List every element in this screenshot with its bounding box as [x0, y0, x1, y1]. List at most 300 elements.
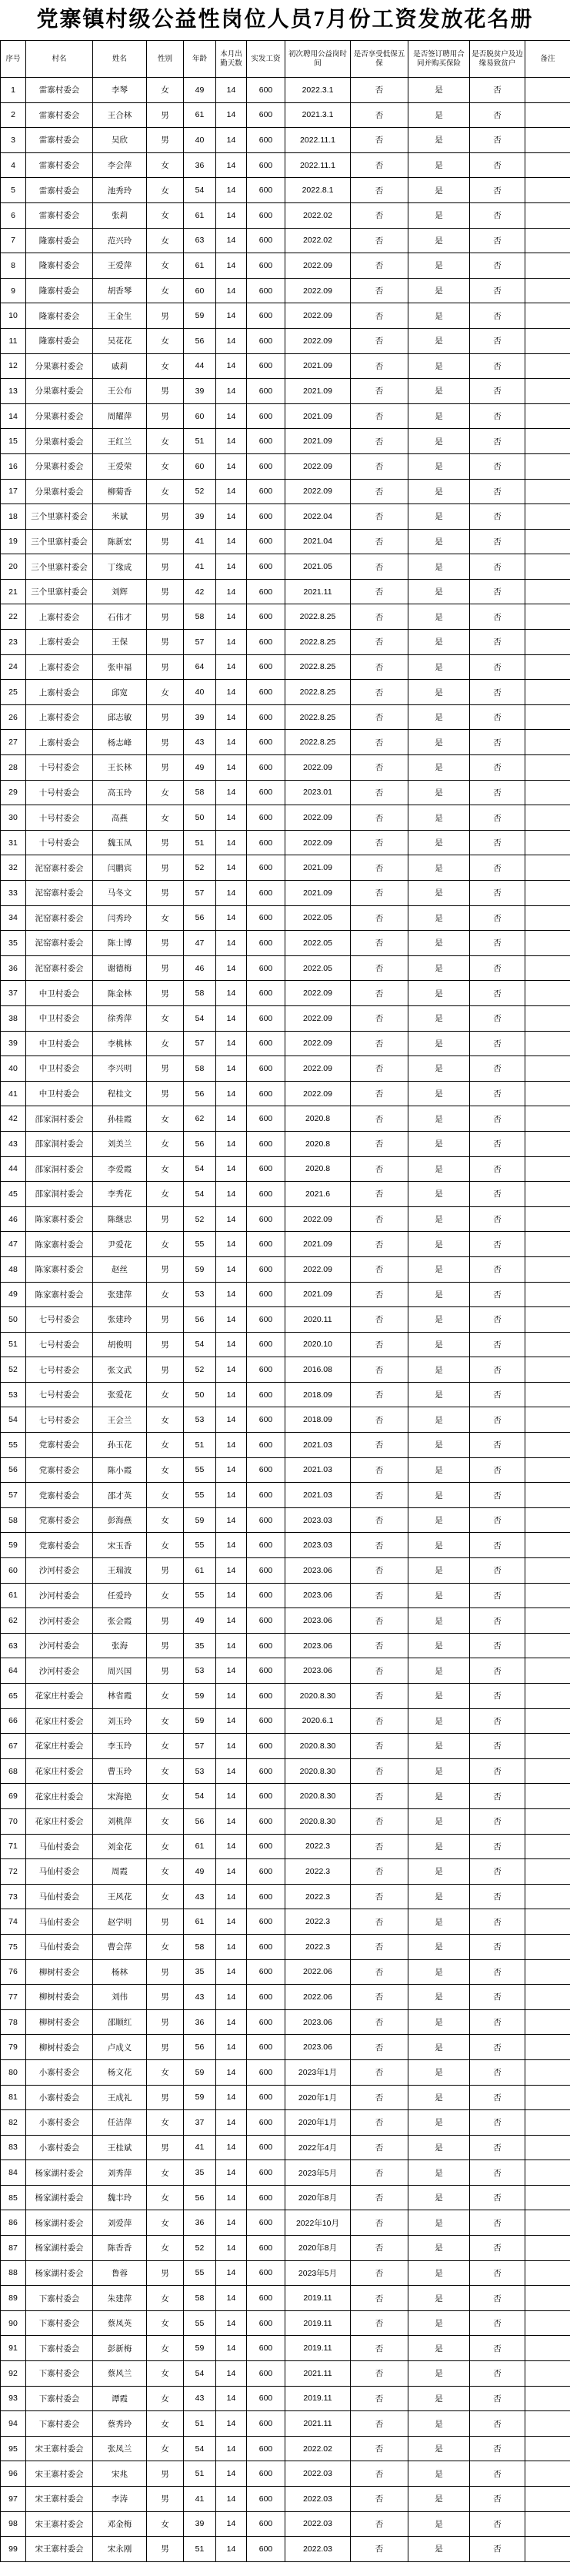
table-row — [1, 579, 570, 604]
cell-poverty: 否 — [470, 1909, 525, 1935]
cell-days: 14 — [216, 2260, 247, 2286]
table-row — [1, 102, 570, 128]
cell-salary: 600 — [247, 152, 285, 178]
cell-salary: 600 — [247, 981, 285, 1006]
cell-name: 刘爱萍 — [93, 2210, 147, 2236]
cell-seq: 47 — [1, 1232, 26, 1257]
table-row — [1, 2110, 570, 2136]
table-row — [1, 253, 570, 279]
cell-poverty: 否 — [470, 2059, 525, 2085]
cell-seq: 91 — [1, 2336, 26, 2361]
cell-hire-date: 2020.6.1 — [285, 1708, 351, 1734]
cell-gender: 男 — [147, 128, 184, 153]
cell-poverty: 否 — [470, 1959, 525, 1985]
cell-remark — [525, 2436, 570, 2461]
cell-village: 泥窑寨村委会 — [26, 855, 93, 881]
table-row — [1, 1232, 570, 1257]
cell-age: 61 — [184, 202, 216, 228]
cell-remark — [525, 78, 570, 103]
cell-salary: 600 — [247, 2135, 285, 2160]
cell-age: 57 — [184, 881, 216, 906]
cell-age: 53 — [184, 1407, 216, 1433]
cell-days: 14 — [216, 2236, 247, 2261]
cell-days: 14 — [216, 1282, 247, 1307]
cell-age: 59 — [184, 2336, 216, 2361]
cell-seq: 71 — [1, 1834, 26, 1859]
cell-contract: 是 — [408, 1106, 470, 1132]
cell-gender: 女 — [147, 2361, 184, 2387]
cell-gender: 男 — [147, 1332, 184, 1357]
cell-remark — [525, 328, 570, 353]
cell-seq: 7 — [1, 228, 26, 253]
cell-hire-date: 2022.09 — [285, 1081, 351, 1106]
cell-gender: 男 — [147, 1558, 184, 1584]
cell-village: 三个里寨村委会 — [26, 554, 93, 580]
cell-age: 59 — [184, 2085, 216, 2110]
cell-name: 杨文花 — [93, 2059, 147, 2085]
cell-gender: 男 — [147, 1206, 184, 1232]
cell-village: 党寨村委会 — [26, 1433, 93, 1458]
cell-age: 56 — [184, 1808, 216, 1834]
cell-name: 魏丰玲 — [93, 2185, 147, 2210]
cell-dibao: 否 — [351, 2411, 408, 2437]
cell-days: 14 — [216, 1708, 247, 1734]
cell-name: 丁缘成 — [93, 554, 147, 580]
cell-hire-date: 2020.10 — [285, 1332, 351, 1357]
cell-dibao: 否 — [351, 2386, 408, 2411]
cell-seq: 61 — [1, 1583, 26, 1608]
column-header-remark: 备注 — [525, 41, 570, 78]
cell-age: 44 — [184, 353, 216, 379]
cell-age: 59 — [184, 1256, 216, 1282]
cell-age: 60 — [184, 453, 216, 479]
table-row — [1, 1684, 570, 1709]
cell-age: 54 — [184, 178, 216, 203]
cell-dibao: 否 — [351, 504, 408, 530]
cell-hire-date: 2021.03 — [285, 1433, 351, 1458]
cell-name: 王会兰 — [93, 1407, 147, 1433]
cell-dibao: 否 — [351, 1206, 408, 1232]
cell-days: 14 — [216, 1357, 247, 1383]
cell-days: 14 — [216, 479, 247, 504]
cell-contract: 是 — [408, 2185, 470, 2210]
table-row — [1, 830, 570, 855]
cell-gender: 男 — [147, 931, 184, 956]
cell-name: 卢成义 — [93, 2035, 147, 2060]
cell-seq: 22 — [1, 604, 26, 630]
cell-poverty: 否 — [470, 2135, 525, 2160]
cell-remark — [525, 1859, 570, 1885]
cell-dibao: 否 — [351, 1959, 408, 1985]
cell-age: 52 — [184, 1206, 216, 1232]
cell-seq: 25 — [1, 680, 26, 705]
cell-salary: 600 — [247, 1834, 285, 1859]
cell-seq: 45 — [1, 1182, 26, 1207]
cell-village: 雷寨村委会 — [26, 178, 93, 203]
cell-name: 宋兆 — [93, 2461, 147, 2487]
cell-age: 55 — [184, 1583, 216, 1608]
cell-name: 张海 — [93, 1633, 147, 1658]
cell-village: 宋王寨村委会 — [26, 2511, 93, 2537]
cell-salary: 600 — [247, 2411, 285, 2437]
cell-contract: 是 — [408, 579, 470, 604]
cell-salary: 600 — [247, 1206, 285, 1232]
cell-days: 14 — [216, 1558, 247, 1584]
cell-days: 14 — [216, 630, 247, 655]
cell-days: 14 — [216, 1758, 247, 1784]
table-row — [1, 2436, 570, 2461]
cell-seq: 40 — [1, 1056, 26, 1082]
table-row — [1, 1206, 570, 1232]
cell-seq: 93 — [1, 2386, 26, 2411]
cell-days: 14 — [216, 2461, 247, 2487]
cell-remark — [525, 1708, 570, 1734]
cell-salary: 600 — [247, 931, 285, 956]
cell-remark — [525, 2210, 570, 2236]
table-row — [1, 2286, 570, 2311]
cell-contract: 是 — [408, 1583, 470, 1608]
cell-days: 14 — [216, 128, 247, 153]
cell-dibao: 否 — [351, 1608, 408, 1634]
cell-remark — [525, 1934, 570, 1959]
column-header-name: 姓名 — [93, 41, 147, 78]
cell-village: 花家庄村委会 — [26, 1808, 93, 1834]
cell-village: 宋王寨村委会 — [26, 2436, 93, 2461]
cell-name: 邵顺红 — [93, 2009, 147, 2035]
cell-poverty: 否 — [470, 1758, 525, 1784]
cell-village: 花家庄村委会 — [26, 1734, 93, 1759]
cell-village: 三个里寨村委会 — [26, 504, 93, 530]
cell-days: 14 — [216, 1483, 247, 1508]
table-row — [1, 1332, 570, 1357]
cell-age: 37 — [184, 2110, 216, 2136]
cell-gender: 女 — [147, 429, 184, 454]
table-row — [1, 2461, 570, 2487]
cell-age: 51 — [184, 2537, 216, 2562]
cell-gender: 女 — [147, 1834, 184, 1859]
cell-remark — [525, 981, 570, 1006]
table-row — [1, 2085, 570, 2110]
table-row — [1, 1081, 570, 1106]
table-row — [1, 2511, 570, 2537]
cell-age: 51 — [184, 1433, 216, 1458]
cell-hire-date: 2021.09 — [285, 353, 351, 379]
cell-gender: 男 — [147, 1959, 184, 1985]
cell-dibao: 否 — [351, 2110, 408, 2136]
cell-poverty: 否 — [470, 981, 525, 1006]
column-header-dibao: 是否享受低保五保 — [351, 41, 408, 78]
cell-hire-date: 2019.11 — [285, 2336, 351, 2361]
cell-age: 62 — [184, 1106, 216, 1132]
cell-poverty: 否 — [470, 2361, 525, 2387]
cell-contract: 是 — [408, 2059, 470, 2085]
cell-remark — [525, 780, 570, 805]
cell-contract: 是 — [408, 1081, 470, 1106]
cell-name: 戚莉 — [93, 353, 147, 379]
cell-salary: 600 — [247, 1056, 285, 1082]
table-row — [1, 403, 570, 429]
table-row — [1, 805, 570, 831]
cell-name: 刘辉 — [93, 579, 147, 604]
cell-days: 14 — [216, 2210, 247, 2236]
cell-hire-date: 2023.06 — [285, 1658, 351, 1684]
cell-hire-date: 2021.09 — [285, 403, 351, 429]
cell-age: 49 — [184, 1608, 216, 1634]
cell-village: 陈家寨村委会 — [26, 1256, 93, 1282]
cell-name: 石伟才 — [93, 604, 147, 630]
cell-hire-date: 2022.09 — [285, 1256, 351, 1282]
cell-days: 14 — [216, 881, 247, 906]
cell-contract: 是 — [408, 1859, 470, 1885]
cell-age: 56 — [184, 2185, 216, 2210]
cell-salary: 600 — [247, 1483, 285, 1508]
cell-age: 54 — [184, 1332, 216, 1357]
cell-dibao: 否 — [351, 2059, 408, 2085]
column-header-days: 本月出勤天数 — [216, 41, 247, 78]
cell-remark — [525, 654, 570, 680]
cell-poverty: 否 — [470, 429, 525, 454]
cell-village: 七号村委会 — [26, 1407, 93, 1433]
table-row — [1, 228, 570, 253]
cell-remark — [525, 1457, 570, 1483]
cell-poverty: 否 — [470, 2260, 525, 2286]
cell-age: 41 — [184, 529, 216, 554]
cell-dibao: 否 — [351, 955, 408, 981]
cell-dibao: 否 — [351, 202, 408, 228]
cell-seq: 17 — [1, 479, 26, 504]
cell-days: 14 — [216, 981, 247, 1006]
cell-dibao: 否 — [351, 2461, 408, 2487]
cell-salary: 600 — [247, 1005, 285, 1031]
cell-salary: 600 — [247, 379, 285, 404]
cell-remark — [525, 704, 570, 730]
cell-village: 上寨村委会 — [26, 654, 93, 680]
cell-salary: 600 — [247, 1708, 285, 1734]
cell-village: 沙河村委会 — [26, 1658, 93, 1684]
cell-days: 14 — [216, 1507, 247, 1533]
cell-poverty: 否 — [470, 278, 525, 303]
cell-hire-date: 2021.11 — [285, 579, 351, 604]
cell-name: 王长林 — [93, 755, 147, 781]
cell-dibao: 否 — [351, 253, 408, 279]
cell-salary: 600 — [247, 1131, 285, 1156]
table-row — [1, 2035, 570, 2060]
cell-gender: 女 — [147, 178, 184, 203]
cell-poverty: 否 — [470, 905, 525, 931]
cell-days: 14 — [216, 453, 247, 479]
cell-gender: 女 — [147, 1784, 184, 1809]
cell-remark — [525, 2411, 570, 2437]
cell-days: 14 — [216, 1457, 247, 1483]
cell-remark — [525, 1407, 570, 1433]
table-row — [1, 2310, 570, 2336]
cell-hire-date: 2018.09 — [285, 1407, 351, 1433]
cell-poverty: 否 — [470, 1708, 525, 1734]
table-row — [1, 1784, 570, 1809]
cell-gender: 男 — [147, 630, 184, 655]
cell-age: 53 — [184, 1282, 216, 1307]
cell-age: 40 — [184, 128, 216, 153]
cell-dibao: 否 — [351, 1457, 408, 1483]
cell-salary: 600 — [247, 1558, 285, 1584]
cell-salary: 600 — [247, 529, 285, 554]
cell-village: 上寨村委会 — [26, 704, 93, 730]
cell-village: 花家庄村委会 — [26, 1758, 93, 1784]
cell-contract: 是 — [408, 1031, 470, 1056]
table-row — [1, 1959, 570, 1985]
cell-name: 徐秀萍 — [93, 1005, 147, 1031]
cell-poverty: 否 — [470, 2386, 525, 2411]
cell-gender: 男 — [147, 981, 184, 1006]
cell-days: 14 — [216, 2135, 247, 2160]
cell-dibao: 否 — [351, 152, 408, 178]
cell-name: 陈小霞 — [93, 1457, 147, 1483]
cell-age: 61 — [184, 1834, 216, 1859]
cell-days: 14 — [216, 2160, 247, 2186]
cell-hire-date: 2020年8月 — [285, 2185, 351, 2210]
cell-poverty: 否 — [470, 2110, 525, 2136]
cell-seq: 96 — [1, 2461, 26, 2487]
cell-gender: 男 — [147, 2537, 184, 2562]
cell-hire-date: 2022.09 — [285, 479, 351, 504]
roster-table — [0, 40, 570, 2562]
cell-days: 14 — [216, 2310, 247, 2336]
cell-name: 刘桃萍 — [93, 1808, 147, 1834]
cell-hire-date: 2021.09 — [285, 429, 351, 454]
cell-age: 54 — [184, 2361, 216, 2387]
cell-remark — [525, 1232, 570, 1257]
cell-salary: 600 — [247, 1457, 285, 1483]
table-row — [1, 1884, 570, 1909]
cell-salary: 600 — [247, 1031, 285, 1056]
table-row — [1, 981, 570, 1006]
cell-seq: 69 — [1, 1784, 26, 1809]
cell-poverty: 否 — [470, 1884, 525, 1909]
cell-days: 14 — [216, 554, 247, 580]
cell-days: 14 — [216, 1684, 247, 1709]
cell-salary: 600 — [247, 654, 285, 680]
cell-name: 张会霞 — [93, 1608, 147, 1634]
cell-remark — [525, 2160, 570, 2186]
cell-dibao: 否 — [351, 1808, 408, 1834]
cell-salary: 600 — [247, 2511, 285, 2537]
table-row — [1, 1005, 570, 1031]
cell-remark — [525, 529, 570, 554]
cell-gender: 女 — [147, 1106, 184, 1132]
cell-days: 14 — [216, 202, 247, 228]
cell-seq: 90 — [1, 2310, 26, 2336]
cell-village: 分果寨村委会 — [26, 379, 93, 404]
cell-gender: 女 — [147, 1156, 184, 1182]
cell-contract: 是 — [408, 1457, 470, 1483]
cell-days: 14 — [216, 403, 247, 429]
cell-age: 43 — [184, 1884, 216, 1909]
cell-contract: 是 — [408, 1658, 470, 1684]
cell-remark — [525, 1256, 570, 1282]
table-row — [1, 1357, 570, 1383]
cell-village: 七号村委会 — [26, 1332, 93, 1357]
cell-village: 中卫村委会 — [26, 1056, 93, 1082]
cell-hire-date: 2022.09 — [285, 278, 351, 303]
cell-gender: 女 — [147, 2286, 184, 2311]
table-row — [1, 2361, 570, 2387]
cell-name: 蔡凤英 — [93, 2310, 147, 2336]
column-header-age: 年龄 — [184, 41, 216, 78]
cell-contract: 是 — [408, 178, 470, 203]
table-row — [1, 379, 570, 404]
cell-age: 54 — [184, 2436, 216, 2461]
cell-age: 59 — [184, 1684, 216, 1709]
cell-seq: 13 — [1, 379, 26, 404]
cell-hire-date: 2022.8.25 — [285, 604, 351, 630]
cell-days: 14 — [216, 2110, 247, 2136]
cell-poverty: 否 — [470, 1658, 525, 1684]
cell-gender: 男 — [147, 504, 184, 530]
cell-gender: 男 — [147, 554, 184, 580]
cell-village: 马仙村委会 — [26, 1934, 93, 1959]
cell-gender: 男 — [147, 755, 184, 781]
cell-gender: 男 — [147, 2260, 184, 2286]
cell-name: 尹爱花 — [93, 1232, 147, 1257]
cell-village: 马仙村委会 — [26, 1859, 93, 1885]
cell-dibao: 否 — [351, 303, 408, 329]
cell-name: 任洁萍 — [93, 2110, 147, 2136]
cell-village: 隆寨村委会 — [26, 253, 93, 279]
cell-remark — [525, 2059, 570, 2085]
cell-days: 14 — [216, 654, 247, 680]
cell-hire-date: 2020.8 — [285, 1131, 351, 1156]
cell-days: 14 — [216, 604, 247, 630]
cell-hire-date: 2021.03 — [285, 1457, 351, 1483]
cell-village: 下寨村委会 — [26, 2286, 93, 2311]
column-header-gender: 性别 — [147, 41, 184, 78]
cell-gender: 女 — [147, 780, 184, 805]
table-row — [1, 1307, 570, 1333]
cell-village: 下寨村委会 — [26, 2336, 93, 2361]
cell-poverty: 否 — [470, 2160, 525, 2186]
cell-name: 王风花 — [93, 1884, 147, 1909]
cell-remark — [525, 2185, 570, 2210]
cell-days: 14 — [216, 1056, 247, 1082]
cell-poverty: 否 — [470, 1834, 525, 1859]
cell-days: 14 — [216, 855, 247, 881]
cell-hire-date: 2022年10月 — [285, 2210, 351, 2236]
cell-gender: 女 — [147, 353, 184, 379]
cell-dibao: 否 — [351, 1909, 408, 1935]
cell-remark — [525, 2511, 570, 2537]
table-row — [1, 2336, 570, 2361]
cell-seq: 38 — [1, 1005, 26, 1031]
cell-remark — [525, 2537, 570, 2562]
cell-salary: 600 — [247, 2160, 285, 2186]
cell-days: 14 — [216, 1256, 247, 1282]
cell-hire-date: 2021.6 — [285, 1182, 351, 1207]
cell-contract: 是 — [408, 1156, 470, 1182]
table-row — [1, 2386, 570, 2411]
cell-village: 邵家洞村委会 — [26, 1131, 93, 1156]
cell-age: 55 — [184, 2310, 216, 2336]
cell-dibao: 否 — [351, 1684, 408, 1709]
cell-days: 14 — [216, 1834, 247, 1859]
cell-village: 小寨村委会 — [26, 2135, 93, 2160]
cell-gender: 男 — [147, 730, 184, 755]
cell-contract: 是 — [408, 1834, 470, 1859]
cell-hire-date: 2021.09 — [285, 379, 351, 404]
table-row — [1, 1433, 570, 1458]
table-row — [1, 1056, 570, 1082]
cell-gender: 男 — [147, 830, 184, 855]
cell-dibao: 否 — [351, 278, 408, 303]
